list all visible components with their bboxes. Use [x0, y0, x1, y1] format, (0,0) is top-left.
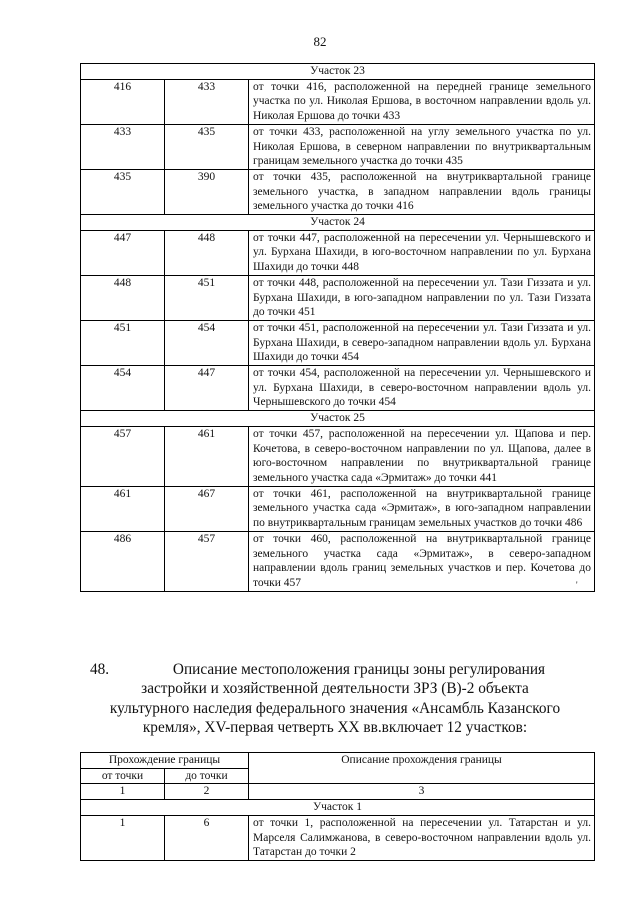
from-point: 1	[81, 815, 165, 860]
boundary-description: от точки 460, расположенной на внутриквартальной границе земельного участка сада «Эрмитаж», в северо-западном направлении вдоль границ земельных участков и пер. Кочетова до точки 457	[249, 531, 595, 591]
from-point: 416	[81, 79, 165, 124]
from-point: 461	[81, 486, 165, 531]
section-number: 48.	[90, 661, 110, 678]
from-point: 435	[81, 169, 165, 214]
column-number: 2	[165, 784, 249, 800]
to-point: 451	[165, 275, 249, 320]
column-number-row	[81, 784, 595, 800]
boundary-description: от точки 433, расположенной на углу земельного участка по ул. Николая Ершова, в северном направлении по внутриквартальным границам земельного участка до точки 435	[249, 124, 595, 169]
section-title-row	[81, 411, 595, 427]
section-title-row	[81, 800, 595, 816]
to-point: 461	[165, 426, 249, 486]
from-point: 457	[81, 426, 165, 486]
from-point: 448	[81, 275, 165, 320]
header-boundary-passage: Прохождение границы	[81, 753, 249, 769]
table-row	[81, 79, 595, 124]
section-title: Участок 24	[81, 215, 595, 231]
table-row	[81, 320, 595, 365]
boundary-description: от точки 454, расположенной на пересечении ул. Чернышевского и ул. Бурхана Шахиди, в северо-восточном направлении вдоль ул. Чернышевского до точки 454	[249, 366, 595, 411]
boundary-description: от точки 435, расположенной на внутриквартальной границе земельного участка, в западном направлении вдоль границы земельного участка до точки 416	[249, 169, 595, 214]
section-title-row	[81, 215, 595, 231]
table-row	[81, 230, 595, 275]
header-row-group	[81, 753, 595, 769]
from-point: 447	[81, 230, 165, 275]
boundary-description: от точки 451, расположенной на пересечении ул. Тази Гиззата и ул. Бурхана Шахиди, в северо-западном направлении вдоль ул. Бурхана Шахиди до точки 454	[249, 320, 595, 365]
to-point: 467	[165, 486, 249, 531]
boundary-description: от точки 1, расположенной на пересечении ул. Татарстан и ул. Марселя Салимжанова, в северо-восточном направлении вдоль ул. Татарстан до точки 2	[249, 815, 595, 860]
section-heading-text: Описание местоположения границы зоны регулирования застройки и хозяйственной деятельности ЗРЗ (В)-2 объекта культурного наследия федерального значения «Ансамбль Казанского кремля», XV-первая четверть XX вв.включает 12 участков:	[109, 661, 561, 736]
from-point: 451	[81, 320, 165, 365]
boundary-description: от точки 416, расположенной на передней границе земельного участка по ул. Николая Ершова, в восточном направлении вдоль ул. Николая Ершова до точки 433	[249, 79, 595, 124]
to-point: 433	[165, 79, 249, 124]
table-row	[81, 275, 595, 320]
header-description: Описание прохождения границы	[249, 753, 595, 784]
section-heading	[90, 660, 570, 737]
boundary-description: от точки 448, расположенной на пересечении ул. Тази Гиззата и ул. Бурхана Шахиди, в юго-западном направлении по ул. Тази Гиззата до точки 451	[249, 275, 595, 320]
table-row	[81, 366, 595, 411]
to-point: 435	[165, 124, 249, 169]
section-title: Участок 23	[81, 64, 595, 80]
column-number: 1	[81, 784, 165, 800]
to-point: 457	[165, 531, 249, 591]
table-row	[81, 531, 595, 591]
table-row	[81, 169, 595, 214]
table-row	[81, 426, 595, 486]
table-row	[81, 486, 595, 531]
to-point: 447	[165, 366, 249, 411]
section-title: Участок 25	[81, 411, 595, 427]
from-point: 486	[81, 531, 165, 591]
from-point: 433	[81, 124, 165, 169]
boundary-description: от точки 447, расположенной на пересечении ул. Чернышевского и ул. Бурхана Шахиди, в юго-восточном направлении по ул. Бурхана Шахиди до точки 448	[249, 230, 595, 275]
from-point: 454	[81, 366, 165, 411]
boundary-table-new	[80, 752, 595, 861]
boundary-description: от точки 457, расположенной на пересечении ул. Щапова и пер. Кочетова, в северо-восточном направлении по ул. Щапова, далее в юго-восточном направлении по внутриквартальной границе земельного участка сада «Эрмитаж» до точки 441	[249, 426, 595, 486]
section-title-row	[81, 64, 595, 80]
header-to-point: до точки	[165, 768, 249, 784]
boundary-description: от точки 461, расположенной на внутриквартальной границе земельного участка сада «Эрмитаж», в юго-западном направлении по внутриквартальным границам земельных участков до точки 486	[249, 486, 595, 531]
table-row	[81, 815, 595, 860]
to-point: 454	[165, 320, 249, 365]
stray-mark: '	[576, 580, 578, 590]
to-point: 390	[165, 169, 249, 214]
table-row	[81, 124, 595, 169]
to-point: 6	[165, 815, 249, 860]
section-title: Участок 1	[81, 800, 595, 816]
header-from-point: от точки	[81, 768, 165, 784]
page-number: 82	[313, 34, 327, 49]
boundary-table-continued	[80, 63, 595, 592]
to-point: 448	[165, 230, 249, 275]
column-number: 3	[249, 784, 595, 800]
